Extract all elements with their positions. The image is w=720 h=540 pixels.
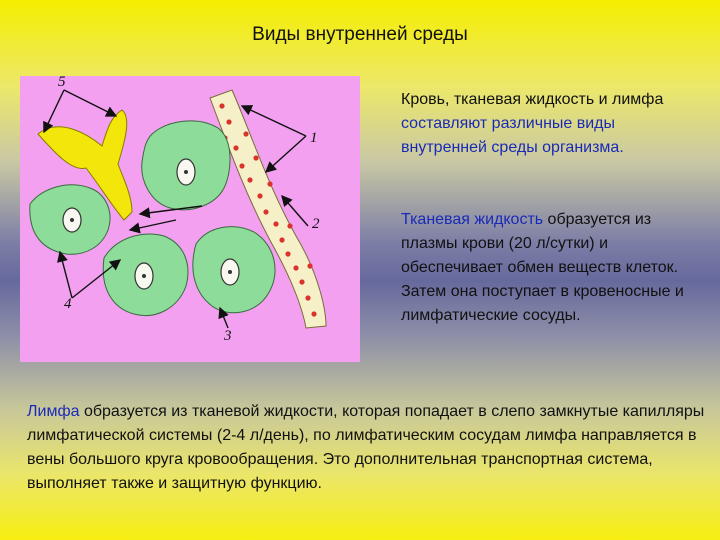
- highlight-tissue-fluid: Тканевая жидкость: [401, 211, 544, 228]
- paragraph-text: составляют различные виды внутренней среды организма.: [401, 115, 624, 156]
- figure-label: 1: [310, 130, 318, 146]
- highlight-lymph: Лимфа: [27, 403, 80, 420]
- intro-paragraph: [401, 88, 701, 160]
- figure-label: 4: [64, 296, 72, 312]
- tissue-diagram: [20, 76, 360, 362]
- paragraph-text: образуется из тканевой жидкости, которая попадает в слепо замкнутые капилляры лимфатической системы (2-4 л/день), по лимфатическим сосудам лимфа направляется в вены большого круга кровообращения. Это дополнительная транспортная система, выполняет также и защитную функцию.: [27, 403, 705, 492]
- figure-label: 5: [58, 76, 66, 90]
- diagram-figure: [20, 76, 360, 362]
- slide-title: Виды внутренней среды: [252, 24, 468, 45]
- tissue-fluid-paragraph: [401, 208, 701, 328]
- figure-label: 3: [224, 328, 232, 344]
- highlight-blood-lymph: Кровь, тканевая жидкость и лимфа: [401, 91, 664, 108]
- lymph-paragraph: [27, 400, 707, 496]
- paragraph-text: образуется из плазмы крови (20 л/сутки) и обеспечивает обмен веществ клеток. Затем она поступает в кровеносные и лимфатические сосуды.: [401, 211, 684, 324]
- figure-label: 2: [312, 216, 320, 232]
